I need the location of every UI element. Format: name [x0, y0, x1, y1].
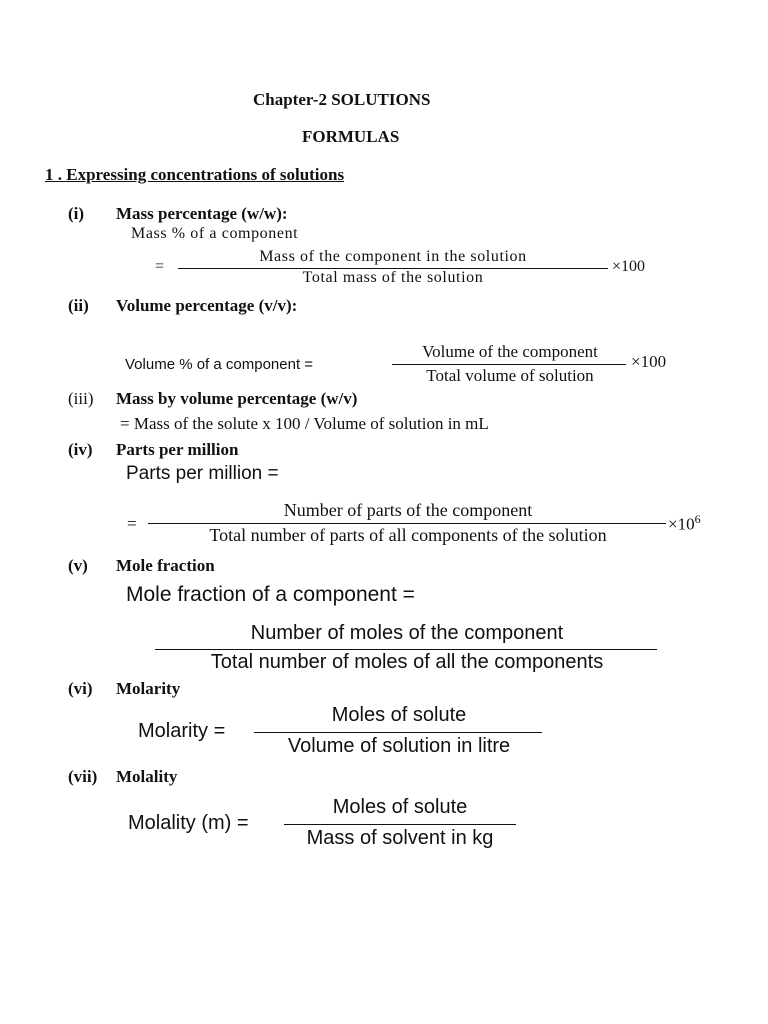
item-title: Molality [116, 767, 178, 786]
item-title: Mole fraction [116, 556, 215, 575]
fraction-numerator: Volume of the component [422, 342, 598, 361]
fraction-bar [254, 732, 542, 733]
fraction-numerator: Mass of the component in the solution [259, 248, 527, 265]
multiplier-exponent: 6 [694, 512, 701, 526]
formula-text: = Mass of the solute x 100 / Volume of solution in mL [120, 414, 489, 433]
fraction [390, 342, 630, 388]
item-title: Mass percentage (w/w): [116, 204, 288, 223]
fraction [254, 704, 544, 760]
item-title: Parts per million [116, 440, 239, 459]
equals-sign: = [155, 258, 165, 275]
item-number: (iv) [68, 440, 93, 459]
fraction-numerator: Moles of solute [332, 796, 468, 818]
fraction-bar [155, 649, 657, 650]
fraction-numerator: Number of parts of the component [283, 500, 533, 520]
fraction-numerator: Number of moles of the component [250, 622, 564, 644]
item-title: Volume percentage (v/v): [116, 296, 298, 315]
fraction-denominator: Mass of solvent in kg [306, 827, 494, 849]
formula-lhs: Mole fraction of a component = [126, 583, 415, 606]
item-number: (iii) [68, 389, 94, 408]
multiplier [668, 512, 701, 535]
item-title: Molarity [116, 679, 181, 698]
multiplier: ×100 [612, 258, 646, 275]
formulas-title: FORMULAS [302, 127, 400, 146]
equals-sign: = [127, 514, 137, 533]
formula-lhs: Parts per million = [126, 463, 279, 484]
multiplier: ×100 [631, 352, 667, 371]
item-number: (ii) [68, 296, 89, 315]
fraction [282, 796, 518, 852]
fraction [148, 500, 668, 548]
item-title: Mass by volume percentage (w/v) [116, 389, 358, 408]
fraction-denominator: Total number of moles of all the components [210, 651, 604, 673]
item-number: (vi) [68, 679, 93, 698]
fraction-denominator: Total mass of the solution [302, 269, 484, 286]
fraction-denominator: Volume of solution in litre [287, 735, 511, 757]
fraction-bar [148, 523, 666, 524]
fraction-numerator: Moles of solute [331, 704, 467, 726]
formula-lhs: Molality (m) = [128, 812, 249, 834]
formula-lhs: Molarity = [138, 720, 226, 742]
section-title: 1 . Expressing concentrations of solutions [45, 165, 345, 184]
formula-lhs: Volume % of a component = [125, 356, 314, 373]
fraction-bar [284, 824, 516, 825]
item-number: (vii) [68, 767, 98, 786]
fraction [178, 248, 608, 290]
multiplier-base: ×10 [668, 514, 695, 534]
formula-lhs: Mass % of a component [131, 225, 299, 242]
chapter-title: Chapter-2 SOLUTIONS [253, 90, 431, 109]
fraction-denominator: Total number of parts of all components of the solution [209, 525, 607, 545]
item-number: (i) [68, 204, 85, 223]
fraction [155, 622, 659, 678]
fraction-denominator: Total volume of solution [426, 366, 594, 385]
item-number: (v) [68, 556, 88, 575]
fraction-bar [392, 364, 626, 365]
